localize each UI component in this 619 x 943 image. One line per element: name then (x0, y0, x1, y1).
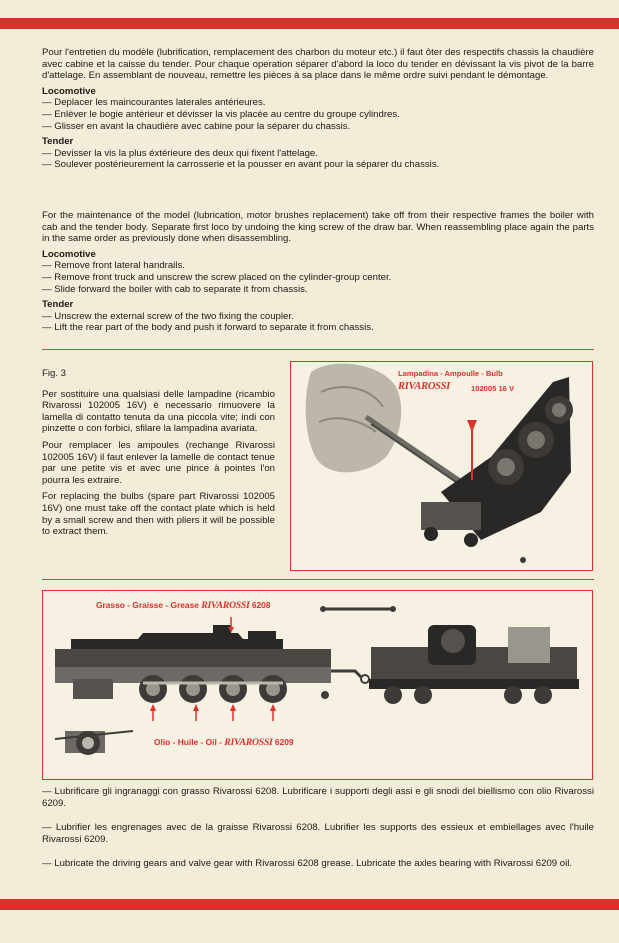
list-item: — Glisser en avant la chaudière avec cabine pour la séparer du chassis. (42, 120, 351, 132)
oil-label (154, 737, 294, 748)
grease-number: 6208 (251, 600, 271, 610)
list-item: — Soulever postérieurement la carrosserie et la pousser en avant pour la séparer du chassis. (42, 159, 440, 171)
fig3-italian: Per sostituire una qualsiasi delle lampadine (ricambio Rivarossi 102005 16V) è necessario rimuovere la lamella di contatto tenuta da una piccola vite; indi con pinzette o con forbici, sfilare la lampadina avariata. (42, 388, 275, 435)
grease-label-text: Grasso - Graisse - Grease (96, 600, 199, 610)
list-item: — Remove front lateral handrails. (42, 260, 185, 272)
bottom-red-band (0, 899, 619, 910)
oil-number: 6209 (274, 737, 294, 747)
caption-italian: — Lubrificare gli ingranaggi con grasso Rivarossi 6208. Lubrificare i supporti degli assi e gli snodi del biellismo con olio Rivarossi 6209. (42, 786, 594, 809)
fig3-english: For replacing the bulbs (spare part Rivarossi 102005 16V) one must take off the contact plate which is held by a small screw and then with pliers it will be possible to extract them. (42, 491, 275, 538)
french-section (42, 47, 594, 171)
lubrication-diagram (43, 591, 592, 779)
caption-english: — Lubricate the driving gears and valve gear with Rivarossi 6208 grease. Lubricate the axles bearing with Rivarossi 6209 oil. (42, 858, 573, 869)
english-loco-heading: Locomotive (42, 248, 96, 260)
rivarossi-logo: RIVAROSSI (201, 600, 250, 611)
french-tender-heading: Tender (42, 136, 74, 148)
list-item: — Enlèver le bogie antérieur et dévisser la vis placée au centre du groupe cylindres. (42, 108, 400, 120)
english-section (42, 210, 594, 334)
list-item: — Lift the rear part of the body and push it forward to separate it from chassis. (42, 322, 374, 334)
fig3-photo (291, 362, 592, 570)
list-item: — Deplacer les maincourantes laterales antérieures. (42, 97, 266, 109)
rivarossi-logo: RIVAROSSI (398, 381, 450, 392)
oil-label-text: Olio - Huile - Oil - (154, 737, 222, 747)
bulb-label: Lampadina - Ampoulle - Bulb (398, 369, 503, 378)
rivarossi-logo: RIVAROSSI (224, 737, 273, 748)
fig3-photo-frame (290, 361, 593, 571)
list-item: — Remove front truck and unscrew the screw placed on the cylinder-group center. (42, 271, 392, 283)
section-divider (42, 579, 594, 580)
fig3-text (42, 368, 275, 543)
top-red-band (0, 18, 619, 29)
english-tender-heading: Tender (42, 299, 74, 311)
list-item: — Slide forward the boiler with cab to separate it from chassis. (42, 283, 308, 295)
fig3-french: Pour remplacer les ampoules (rechange Rivarossi 102005 16V) il faut enlever la lamelle de contact tenue par une petite vis et avec une pince à pointes l'on pourra les extraire. (42, 439, 275, 486)
list-item: — Devisser la vis la plus éxtérieure des deux qui fixent l'attelage. (42, 147, 318, 159)
french-loco-heading: Locomotive (42, 85, 96, 97)
grease-label (96, 600, 271, 611)
english-intro: For the maintenance of the model (lubrication, motor brushes replacement) take off from their respective frames the boiler with cab and the tender body. Separate first loco by undoing the king screw of the draw bar. When reassembling place again the parts in the same order as previously done when disassembling. (42, 210, 594, 245)
french-intro: Pour l'entretien du modèle (lubrification, remplacement des charbon du moteur etc.) il faut ôter des respectifs chassis la chaudière avec cabine et la caisse du tender. Pour chaque operation séparer d'abord la loco du tender en dévissant la vis pivot de la barre d'attelage. En assemblant de nouveau, remettre les pièces à sa place dans le même ordre suivi pendant le démontage. (42, 47, 594, 82)
lubrication-diagram-frame (42, 590, 593, 780)
fig3-label: Fig. 3 (42, 368, 66, 379)
list-item: — Unscrew the external screw of the two fixing the coupler. (42, 310, 294, 322)
section-divider (42, 349, 594, 350)
caption-french: — Lubrifier les engrenages avec de la graisse Rivarossi 6208. Lubrifier les supports des essieux et embiellages avec l'huile Rivarossi 6209. (42, 822, 594, 845)
bulb-part-number: 102005 16 V (471, 384, 515, 393)
